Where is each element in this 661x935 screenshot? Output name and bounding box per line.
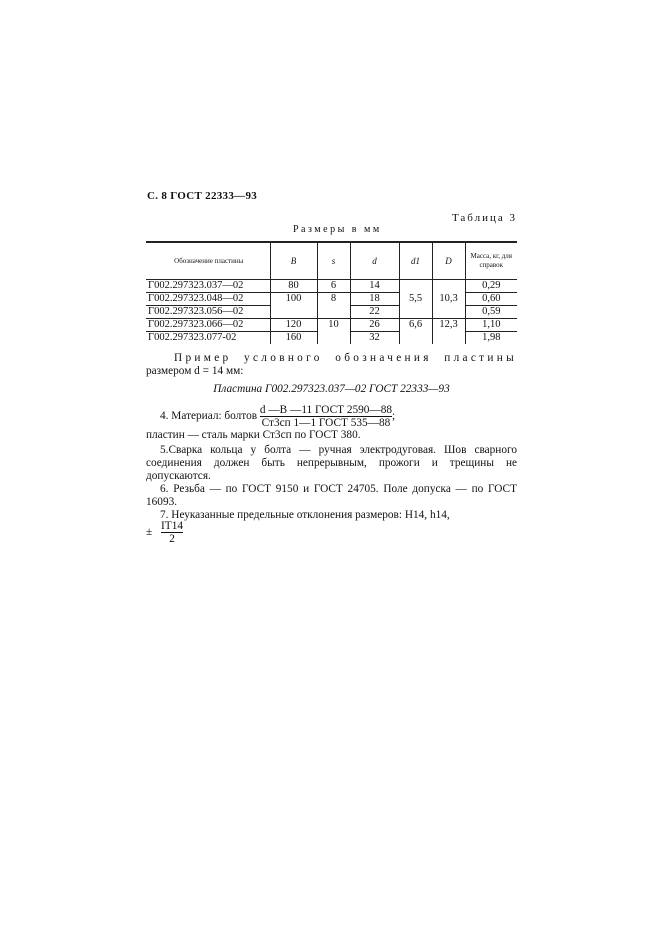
material-fraction bbox=[260, 404, 392, 429]
cell: 10 bbox=[317, 319, 350, 345]
cell: 6 bbox=[317, 280, 350, 293]
example-size: размером d = 14 мм: bbox=[146, 365, 244, 377]
plus-minus: ± bbox=[146, 526, 153, 539]
table-row bbox=[146, 280, 517, 293]
col-header: B bbox=[270, 242, 317, 280]
cell: 160 bbox=[270, 332, 317, 345]
cell: Г002.297323.048—02 bbox=[146, 293, 270, 306]
fraction-numerator: d —B —11 ГОСТ 2590—88 bbox=[259, 404, 393, 416]
cell: 0,59 bbox=[465, 306, 517, 319]
cell: 80 bbox=[270, 280, 317, 293]
cell: 100 bbox=[270, 293, 317, 319]
cell: 6,6 bbox=[399, 319, 432, 345]
fraction-denominator: Ст3сп 1—1 ГОСТ 535—88 bbox=[261, 417, 391, 429]
cell: Г002.297323.077-02 bbox=[148, 332, 237, 343]
example-designation: Пластина Г002.297323.037—02 ГОСТ 22333—93 bbox=[213, 383, 450, 395]
col-header: d1 bbox=[399, 242, 432, 280]
cell: 26 bbox=[350, 319, 399, 332]
table-row bbox=[146, 319, 517, 332]
cell: 22 bbox=[350, 306, 399, 319]
cell: 32 bbox=[350, 332, 399, 345]
fraction-numerator: IT14 bbox=[161, 520, 183, 532]
cell: 0,60 bbox=[465, 293, 517, 306]
cell: Г002.297323.056—02 bbox=[146, 306, 270, 319]
example-lead: Пример условного обозначения пластины bbox=[174, 352, 517, 364]
fraction-denominator: 2 bbox=[169, 533, 175, 545]
cell: 8 bbox=[317, 293, 350, 319]
cell: 12,3 bbox=[432, 319, 465, 345]
col-header: d bbox=[350, 242, 399, 280]
cell: Г002.297323.066—02 bbox=[146, 319, 270, 332]
item-4 bbox=[146, 404, 517, 442]
item-4-lead: 4. Материал: болтов bbox=[160, 410, 258, 423]
item-6: 6. Резьба — по ГОСТ 9150 и ГОСТ 24705. Поле допуска — по ГОСТ 16093. bbox=[146, 483, 517, 508]
col-header: s bbox=[317, 242, 350, 280]
page-header: С. 8 ГОСТ 22333—93 bbox=[147, 190, 258, 202]
cell: 0,29 bbox=[465, 280, 517, 293]
example-paragraph bbox=[146, 352, 517, 378]
cell: Г002.297323.037—02 bbox=[146, 280, 270, 293]
cell: 1,98 bbox=[465, 332, 517, 345]
cell: 14 bbox=[350, 280, 399, 293]
col-header: Обозначение пластины bbox=[146, 242, 270, 280]
col-header: D bbox=[432, 242, 465, 280]
punct: ; bbox=[392, 410, 396, 423]
tolerance-fraction bbox=[146, 520, 183, 545]
cell: 18 bbox=[350, 293, 399, 306]
item-4-line2: пластин — сталь марки Ст3сп по ГОСТ 380. bbox=[146, 429, 361, 441]
dimensions-table bbox=[146, 241, 517, 344]
cell: 5,5 bbox=[399, 280, 432, 319]
item-5: 5.Сварка кольца у болта — ручная электродуговая. Шов сварного соединения должен быть непрерывным, прожоги и трещины не допускаются. bbox=[146, 444, 517, 482]
item-7: 7. Неуказанные предельные отклонения размеров: H14, h14, bbox=[160, 509, 450, 521]
cell: 10,3 bbox=[432, 280, 465, 319]
table-units: Размеры в мм bbox=[293, 224, 382, 235]
col-header: Масса, кг, для справок bbox=[465, 242, 517, 280]
cell: 120 bbox=[270, 319, 317, 332]
cell: 1,10 bbox=[465, 319, 517, 332]
table-label: Таблица 3 bbox=[451, 212, 517, 224]
